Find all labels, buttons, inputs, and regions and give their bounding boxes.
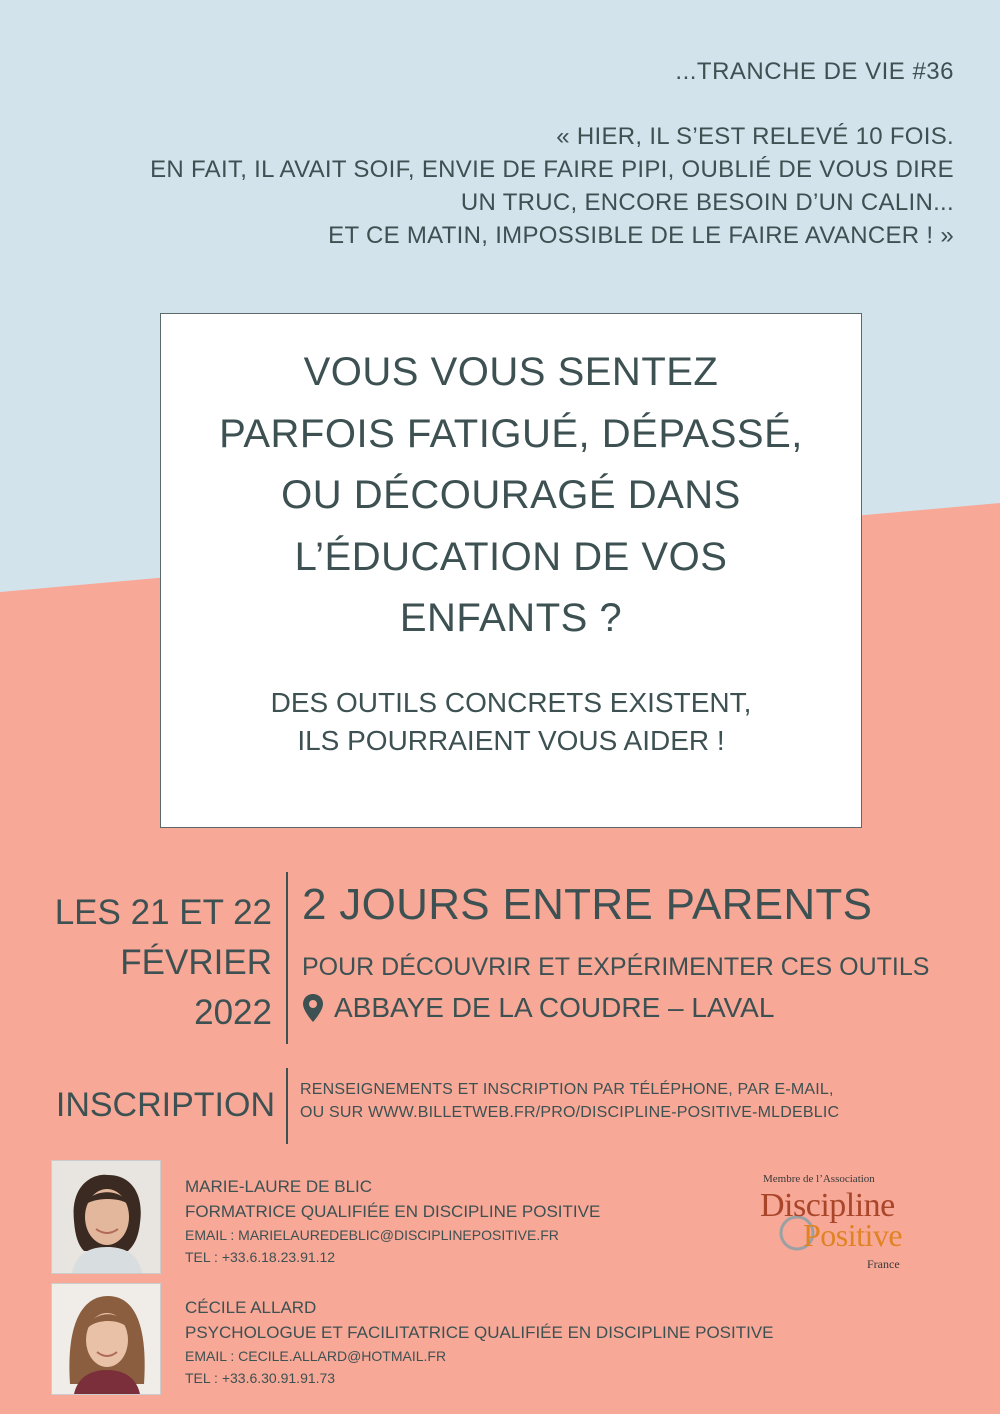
date-line: LES 21 ET 22 — [54, 893, 272, 932]
subheadline — [161, 684, 861, 760]
headline-line: ENFANTS ? — [399, 596, 623, 640]
map-pin-icon — [302, 993, 324, 1023]
date-line: 2022 — [194, 993, 272, 1032]
quote-line: UN TRUC, ENCORE BESOIN D’UN CALIN... — [460, 189, 954, 216]
inscription-line[interactable]: OU SUR WWW.BILLETWEB.FR/PRO/DISCIPLINE-POSITIVE-MLDEBLIC — [300, 1104, 840, 1121]
headline-line: L’ÉDUCATION DE VOS — [294, 534, 728, 579]
contact-role: FORMATRICE QUALIFIÉE EN DISCIPLINE POSITIVE — [185, 1202, 601, 1221]
inscription-label: INSCRIPTION — [55, 1086, 275, 1124]
avatar — [51, 1283, 161, 1395]
contact-name: MARIE-LAURE DE BLIC — [185, 1177, 373, 1196]
headline-line: PARFOIS FATIGUÉ, DÉPASSÉ, — [219, 411, 803, 456]
event-title: 2 JOURS ENTRE PARENTS — [302, 880, 873, 929]
logo-top-text: Membre de l’Association — [763, 1173, 875, 1185]
quote-line: « HIER, IL S’EST RELEVÉ 10 FOIS. — [556, 123, 954, 150]
subheadline-line: ILS POURRAIENT VOUS AIDER ! — [297, 724, 725, 756]
event-location — [302, 992, 774, 1024]
quote-line: ET CE MATIN, IMPOSSIBLE DE LE FAIRE AVANCER ! » — [328, 222, 954, 249]
contact-name: CÉCILE ALLARD — [185, 1298, 317, 1317]
logo-word-1: Discipline — [760, 1187, 895, 1224]
logo-country: France — [867, 1257, 900, 1271]
question-box — [160, 313, 862, 828]
event-dates — [55, 888, 272, 1038]
location-text: ABBAYE DE LA COUDRE – LAVAL — [334, 992, 775, 1023]
quote-block — [34, 120, 954, 252]
divider — [286, 872, 288, 1044]
date-line: FÉVRIER — [120, 943, 272, 982]
contact-1 — [185, 1174, 600, 1268]
divider — [286, 1068, 288, 1144]
avatar — [51, 1160, 161, 1274]
subheadline-line: DES OUTILS CONCRETS EXISTENT, — [270, 686, 752, 718]
logo-word-2: Positive — [803, 1217, 903, 1253]
contact-tel[interactable]: TEL : +33.6.18.23.91.12 — [185, 1249, 336, 1265]
contact-email[interactable]: EMAIL : CECILE.ALLARD@HOTMAIL.FR — [185, 1348, 447, 1364]
tranche-title: ...TRANCHE DE VIE #36 — [675, 58, 954, 85]
headline — [161, 342, 861, 650]
headline-line: VOUS VOUS SENTEZ — [303, 350, 719, 394]
inscription-info — [300, 1078, 839, 1124]
discipline-positive-logo — [755, 1173, 955, 1283]
contact-2 — [185, 1295, 774, 1389]
event-subtitle: POUR DÉCOUVRIR ET EXPÉRIMENTER CES OUTILS — [302, 953, 930, 981]
headline-line: OU DÉCOURAGÉ DANS — [281, 473, 741, 517]
quote-line: EN FAIT, IL AVAIT SOIF, ENVIE DE FAIRE PIPI, OUBLIÉ DE VOUS DIRE — [150, 156, 954, 183]
contact-email[interactable]: EMAIL : MARIELAUREDEBLIC@DISCIPLINEPOSITIVE.FR — [185, 1227, 559, 1243]
contact-role: PSYCHOLOGUE ET FACILITATRICE QUALIFIÉE EN DISCIPLINE POSITIVE — [185, 1323, 774, 1342]
inscription-line: RENSEIGNEMENTS ET INSCRIPTION PAR TÉLÉPHONE, PAR E-MAIL, — [300, 1081, 834, 1098]
contact-tel[interactable]: TEL : +33.6.30.91.91.73 — [185, 1370, 336, 1386]
